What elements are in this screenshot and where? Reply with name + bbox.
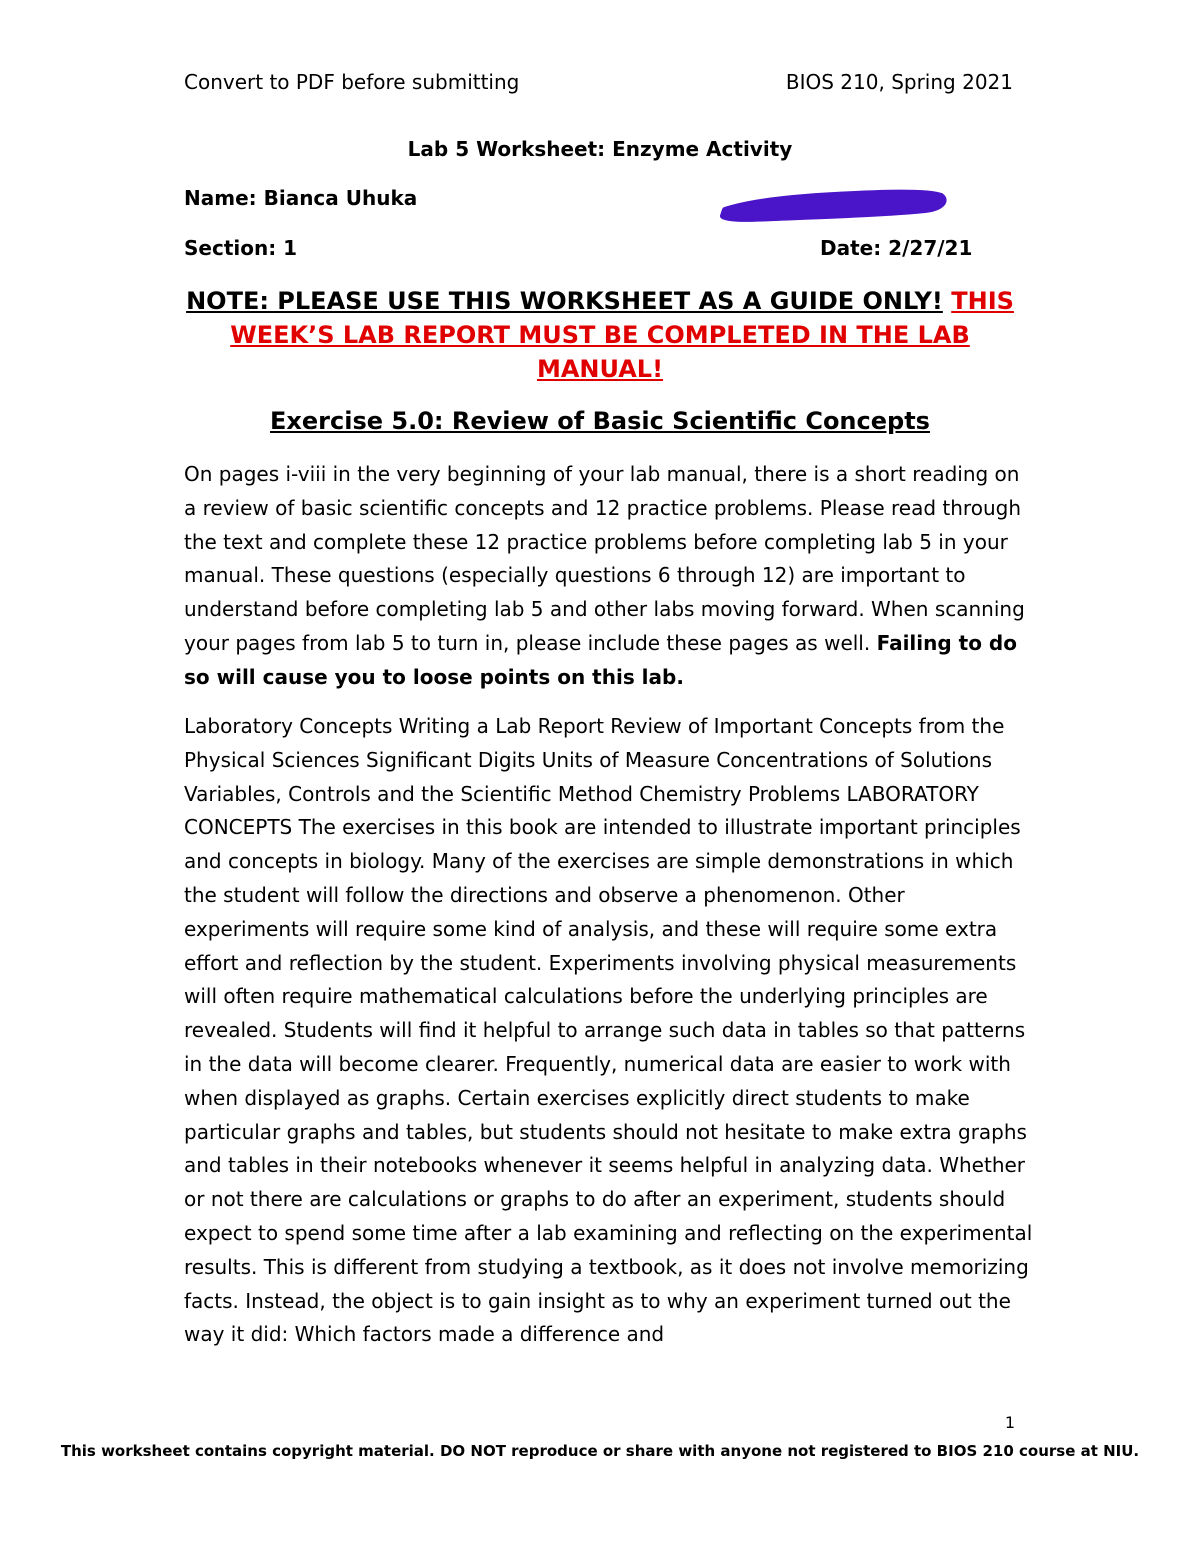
student-name: Name: Bianca Uhuka bbox=[184, 186, 418, 210]
header-left: Convert to PDF before submitting bbox=[184, 70, 520, 94]
exercise-paragraph-2: Laboratory Concepts Writing a Lab Report Review of Important Concepts from the Physical Sciences Significant Digits Units of Measure Concentrations of Solutions Variables, Controls and the Scientific Method Chemistry Problems LABORATORY CONCEPTS The exercises in this book are intended to illustrate important principles and concepts in biology. Many of the exercises are simple demonstrations in which the student will follow the directions and observe a phenomenon. Other experiments will require some kind of analysis, and these will require some extra effort and reflection by the student. Experiments involving physical measurements will often require mathematical calculations before the underlying principles are revealed. Students will find it helpful to arrange such data in tables so that patterns in the data will become clearer. Frequently, numerical data are easier to work with when displayed as graphs. Certain exercises explicitly direct students to make particular graphs and tables, but students should not hesitate to make extra graphs and tables in their notebooks whenever it seems helpful in analyzing data. Whether or not there are calculations or graphs to do after an experiment, students should expect to spend some time after a lab examining and reflecting on the experimental results. This is different from studying a textbook, as it does not involve memorizing facts. Instead, the object is to gain insight as to why an experiment turned out the way it did: Which factors made a difference and bbox=[184, 714, 1033, 1347]
section-field: Section: 1 bbox=[184, 236, 298, 260]
paragraph-1-text: On pages i-viii in the very beginning of your lab manual, there is a short reading on a review of basic scientific concepts and 12 practice problems. Please read through the text and complete these 12 practice problems before completing lab 5 in your manual. These questions (especially questions 6 through 12) are important to understand before completing lab 5 and other labs moving forward. When scanning your pages from lab 5 to turn in, please include these pages as well. bbox=[184, 462, 1025, 655]
redaction-scribble bbox=[715, 182, 951, 226]
guide-note bbox=[170, 284, 1030, 386]
paragraph-1-warning: Failing to do so will cause you to loose points on this lab. bbox=[184, 630, 1017, 689]
page-number: 1 bbox=[1004, 1413, 1015, 1432]
copyright-footer: This worksheet contains copyright material. DO NOT reproduce or share with anyone not registered to BIOS 210 course at NIU. bbox=[60, 1442, 1140, 1460]
exercise-paragraph-1 bbox=[184, 458, 1034, 695]
header-right: BIOS 210, Spring 2021 bbox=[785, 70, 1013, 94]
exercise-title: Exercise 5.0: Review of Basic Scientific Concepts bbox=[270, 407, 930, 435]
date-field: Date: 2/27/21 bbox=[820, 236, 973, 260]
note-red-text: THIS WEEK’S LAB REPORT MUST BE COMPLETED IN THE LAB MANUAL! bbox=[230, 287, 1014, 383]
worksheet-title: Lab 5 Worksheet: Enzyme Activity bbox=[407, 137, 793, 161]
note-black-text: NOTE: PLEASE USE THIS WORKSHEET AS A GUIDE ONLY! bbox=[186, 287, 943, 315]
